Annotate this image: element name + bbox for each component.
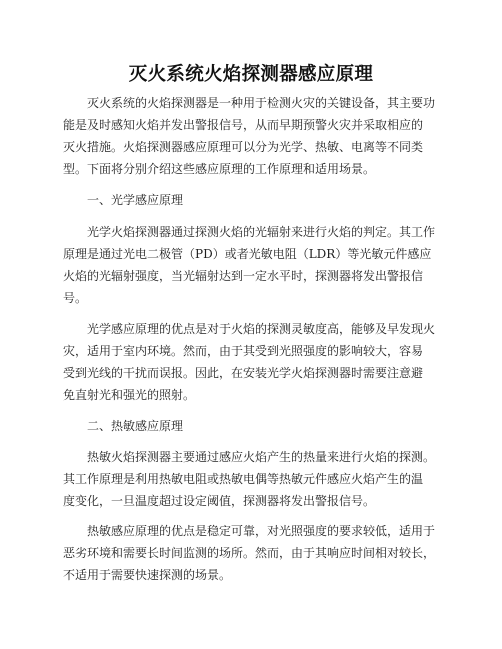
paragraph-5-line-2: 恶劣环境和需要长时间监测的场所。然而，由于其响应时间相对较长， (63, 546, 436, 560)
section-heading-thermal: 二、热敏感应原理 (87, 419, 184, 433)
paragraph-3-line-1: 光学感应原理的优点是对于火焰的探测灵敏度高，能够及早发现火 (87, 322, 436, 336)
paragraph-5-line-1: 热敏感应原理的优点是稳定可靠，对光照强度的要求较低，适用于 (87, 524, 436, 538)
paragraph-1-line-2: 能是及时感知火焰并发出警报信号，从而早期预警火灾并采取相应的 (63, 118, 424, 132)
paragraph-2-line-4: 号。 (63, 291, 88, 305)
paragraph-1-line-1: 灭火系统的火焰探测器是一种用于检测火灾的关键设备，其主要功 (87, 96, 436, 110)
paragraph-4-line-3: 度变化，一旦温度超过设定阈值，探测器将发出警报信号。 (63, 494, 376, 508)
paragraph-1-line-3: 灭火措施。火焰探测器感应原理可以分为光学、热敏、电离等不同类 (63, 140, 424, 154)
paragraph-5-line-3: 不适用于需要快速探测的场景。 (63, 568, 232, 582)
paragraph-2-line-3: 火焰的光辐射强度，当光辐射达到一定水平时，探测器将发出警报信 (63, 269, 424, 283)
paragraph-2-line-2: 原理是通过光电二极管（PD）或者光敏电阻（LDR）等光敏元件感应 (63, 247, 432, 261)
paragraph-3-line-3: 受到光线的干扰而误报。因此，在安装光学火焰探测器时需要注意避 (63, 366, 424, 380)
paragraph-2-line-1: 光学火焰探测器通过探测火焰的光辐射来进行火焰的判定。其工作 (87, 225, 436, 239)
paragraph-3-line-4: 免直射光和强光的照射。 (63, 388, 196, 402)
section-heading-optical: 一、光学感应原理 (87, 193, 184, 207)
document-title: 灭火系统火焰探测器感应原理 (128, 64, 374, 85)
paragraph-4-line-1: 热敏火焰探测器主要通过感应火焰产生的热量来进行火焰的探测。 (87, 450, 436, 464)
paragraph-4-line-2: 其工作原理是利用热敏电阻或热敏电偶等热敏元件感应火焰产生的温 (63, 472, 424, 486)
paragraph-3-line-2: 灾，适用于室内环境。然而，由于其受到光照强度的影响较大，容易 (63, 344, 424, 358)
paragraph-1-line-4: 型。下面将分别介绍这些感应原理的工作原理和适用场景。 (63, 162, 376, 176)
